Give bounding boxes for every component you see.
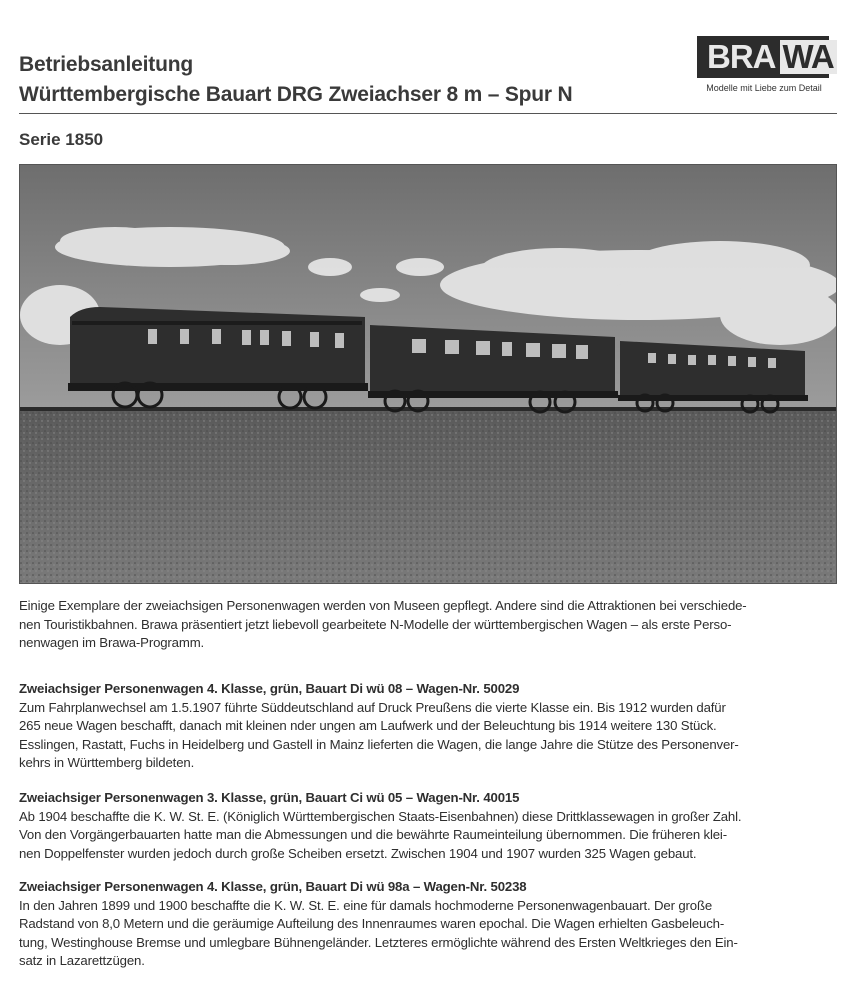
section-line: Ab 1904 beschaffte die K. W. St. E. (Königlich Württembergischen Staats-Eisenbahnen) diese Drittklassewagen in großer Zahl.	[19, 808, 742, 824]
section-heading: Zweiachsiger Personenwagen 3. Klasse, grün, Bauart Ci wü 05 – Wagen-Nr. 40015	[19, 790, 520, 805]
section-line: Zum Fahrplanwechsel am 1.5.1907 führte Süddeutschland auf Druck Preußens die vierte Klasse ein. Bis 1912 wurden dafür	[19, 699, 726, 715]
title-line-2: Württembergische Bauart DRG Zweiachser 8 m – Spur N	[19, 83, 573, 106]
section-di-wue-98a	[19, 878, 839, 971]
logo-text-right: WA	[780, 40, 837, 74]
title-line-1: Betriebsanleitung	[19, 53, 193, 76]
intro-line: Einige Exemplare der zweiachsigen Personenwagen werden von Museen gepflegt. Andere sind die Attraktionen bei verschiede-	[19, 598, 747, 613]
logo-text-left: BRA	[707, 38, 776, 75]
header-divider	[19, 113, 837, 114]
section-line: In den Jahren 1899 und 1900 beschaffte die K. W. St. E. eine für damals hochmoderne Personenwagenbauart. Der große	[19, 897, 713, 913]
section-line: 265 neue Wagen beschafft, danach mit kleinen nder ungen am Laufwerk und der Beleuchtung bis 1914 weitere 130 Stück.	[19, 718, 717, 734]
series-label: Serie 1850	[19, 130, 104, 149]
brawa-logo	[693, 32, 835, 100]
section-line: satz in Lazarettzügen.	[19, 953, 145, 969]
section-line: Esslingen, Rastatt, Fuchs in Heidelberg und Gastell in Mainz lieferten die Wagen, die lange Jahre die Stütze des Personenver-	[19, 736, 739, 752]
intro-line: nenwagen im Brawa-Programm.	[19, 635, 205, 651]
intro-line: nen Touristikbahnen. Brawa präsentiert jetzt liebevoll gearbeitete N-Modelle der württembergischen Wagen – als erste Perso-	[19, 616, 732, 632]
logo-wordmark	[697, 36, 834, 78]
section-line: nen Doppelfenster wurden jedoch durch große Scheiben ersetzt. Zwischen 1904 und 1907 wurden 325 Wagen gebaut.	[19, 845, 697, 861]
logo-tagline: Modelle mit Liebe zum Detail	[706, 83, 822, 93]
section-heading: Zweiachsiger Personenwagen 4. Klasse, grün, Bauart Di wü 08 – Wagen-Nr. 50029	[19, 681, 520, 696]
train-photo	[19, 164, 837, 584]
document-title	[19, 50, 572, 110]
section-line: tung, Westinghouse Bremse und umlegbare Bühnengeländer. Letzteres ermöglichte während des Ersten Weltkrieges den Ein-	[19, 934, 738, 950]
section-ci-wue-05	[19, 789, 839, 863]
section-line: Von den Vorgängerbauarten hatte man die Abmessungen und die bewährte Raumeinteilung übernommen. Die früheren klei-	[19, 827, 727, 843]
section-heading: Zweiachsiger Personenwagen 4. Klasse, grün, Bauart Di wü 98a – Wagen-Nr. 50238	[19, 879, 527, 894]
section-di-wue-08	[19, 680, 839, 773]
section-line: Radstand von 8,0 Metern und die geräumige Aufteilung des Innenraumes waren epochal. Die Wagen erhielten Gasbeleuch-	[19, 916, 725, 932]
section-line: kehrs in Württemberg bildeten.	[19, 755, 195, 771]
intro-paragraph	[19, 597, 839, 653]
